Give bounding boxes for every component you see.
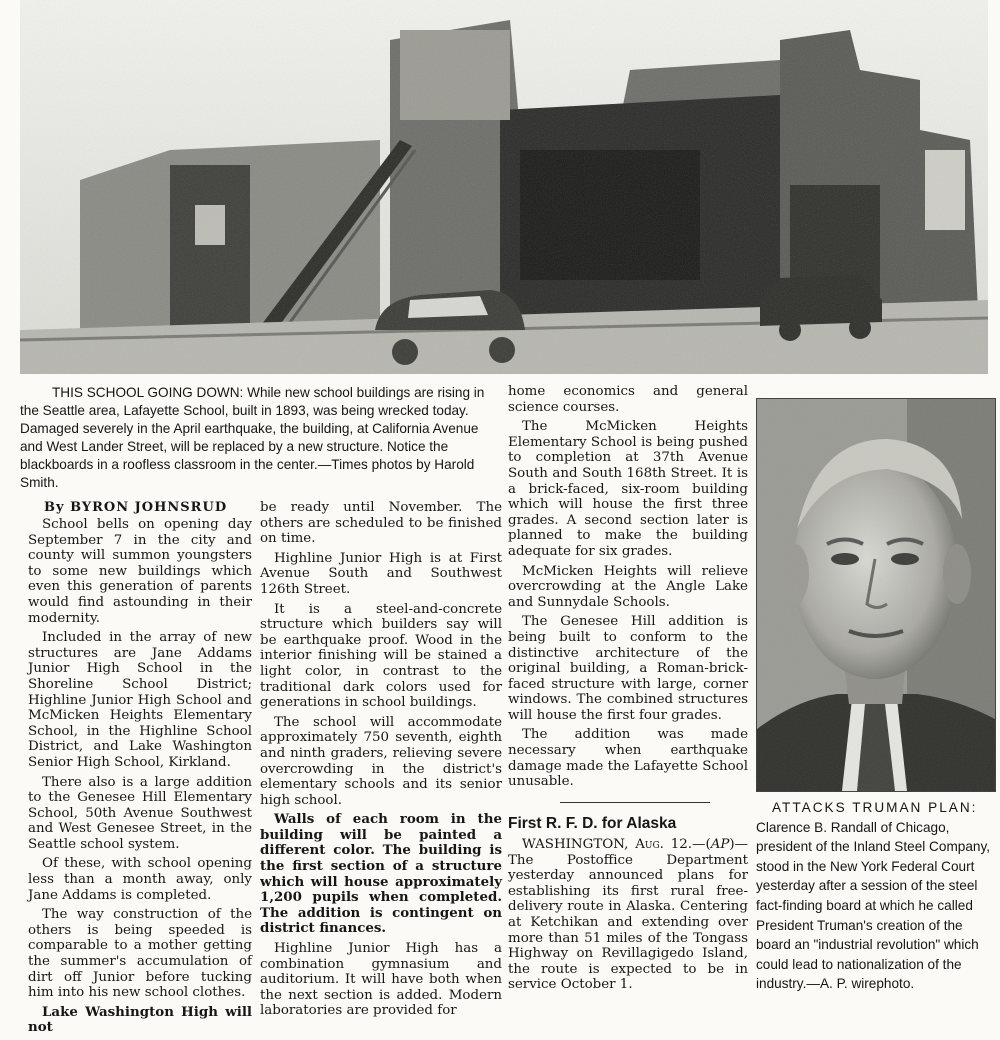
alaska-headline: First R. F. D. for Alaska [508, 815, 677, 832]
story-paragraph: The McMicken Heights Elementary School is being pushed to completion at 37th Avenue South and South 168th Street. It is a brick-faced, six-room building which will house the first three grades. A second section later is planned to make the building adequate for six grades. [508, 419, 748, 559]
story-paragraph: School bells on opening day September 7 in the city and county will summon youngsters to some new buildings which even this generation of parents would find astounding in their modernity. [28, 517, 252, 626]
portrait-caption-body: Clarence B. Randall of Chicago, president of the Inland Steel Company, stood in the New York Federal Court yesterday after a session of the steel fact-finding board at which he called President Truman's creation of the board an "industrial revolution" which could lead to nationalization of the industry.—A. P. wirephoto. [756, 819, 991, 992]
story-paragraph: home economics and general science courses. [508, 384, 748, 415]
randall-portrait-photo [756, 398, 996, 792]
story-paragraph: It is a steel-and-concrete structure which builders say will be earthquake proof. Wood in the interior finishing will be stained a light color, in contrast to the traditional dark colors used for generations in school buildings. [260, 601, 502, 711]
school-photo-caption [20, 384, 496, 492]
story-paragraph: Highline Junior High is at First Avenue South and Southwest 126th Street. [260, 550, 502, 597]
school-caption-head: THIS SCHOOL GOING DOWN: [52, 385, 244, 400]
school-demolition-photo [20, 0, 988, 374]
byline: By BYRON JOHNSRUD [44, 500, 228, 515]
alaska-body [508, 837, 748, 993]
story-paragraph: McMicken Heights will relieve overcrowding at the Angle Lake and Sunnydale Schools. [508, 563, 748, 610]
portrait-caption-head: ATTACKS TRUMAN PLAN: [772, 800, 978, 815]
column-divider-rule [560, 802, 710, 803]
story-paragraph-bold: Walls of each room in the building will be painted a different color. The building is the first section of a structure which will house approximately 1,200 pupils when completed. The addition is contingent on district finances. [260, 811, 502, 937]
story-column-3 [508, 384, 748, 794]
story-paragraph: The way construction of the others is being speeded is comparable to a mother getting the summer's accumulation of dirt off Junior before tucking him into his new school clothes. [28, 907, 252, 1001]
story-paragraph: Of these, with school opening less than a month away, only Jane Addams is completed. [28, 856, 252, 903]
portrait-caption [756, 798, 996, 994]
story-paragraph: Included in the array of new structures are Jane Addams Junior High School in the Shoreline School District; Highline Junior High School and McMicken Heights Elementary School, in the Highline School District, and Lake Washington Senior High School, Kirkland. [28, 630, 252, 770]
alaska-dateline: WASHINGTON, Aug. 12.—( [522, 837, 711, 852]
alaska-text: )—The Postoffice Department yesterday announced plans for establishing its first rural free-delivery route in Alaska. Centering at Ketchikan and extending over more than 51 miles of the Tongass Highway on Revillagigedo Island, the route is expected to be in service October 1. [508, 837, 748, 993]
story-paragraph: The addition was made necessary when earthquake damage made the Lafayette School unusable. [508, 727, 748, 790]
story-paragraph: The school will accommodate approximately 750 seventh, eighth and ninth graders, relieving severe overcrowding in the district's elementary schools and its senior high school. [260, 714, 502, 808]
story-paragraph: The Genesee Hill addition is being built to conform to the distinctive architecture of the original building, a Roman-brick-faced structure with large, corner windows. The combined structures will house the first four grades. [508, 614, 748, 723]
alaska-story [508, 815, 748, 993]
story-column-1 [28, 500, 252, 1040]
school-caption-body: While new school buildings are rising in the Seattle area, Lafayette School, built in 1893, was being wrecked today. Damaged severely in the April earthquake, the building, at California Avenue and West Lander Street, will be replaced by a new structure. Notice the blackboards in a roofless classroom in the center.—Times photos by Harold Smith. [20, 385, 485, 490]
story-paragraph: be ready until November. The others are scheduled to be finished on time. [260, 500, 502, 547]
story-paragraph: There also is a large addition to the Genesee Hill Elementary School, 50th Avenue Southwest and West Genesee Street, in the Seattle school system. [28, 774, 252, 852]
story-paragraph: Highline Junior High has a combination gymnasium and auditorium. It will have both when the next section is added. Modern laboratories are provided for [260, 941, 502, 1019]
ap-mark: AP [710, 837, 730, 852]
story-paragraph-bold: Lake Washington High will not [28, 1003, 252, 1036]
story-column-2 [260, 500, 502, 1023]
